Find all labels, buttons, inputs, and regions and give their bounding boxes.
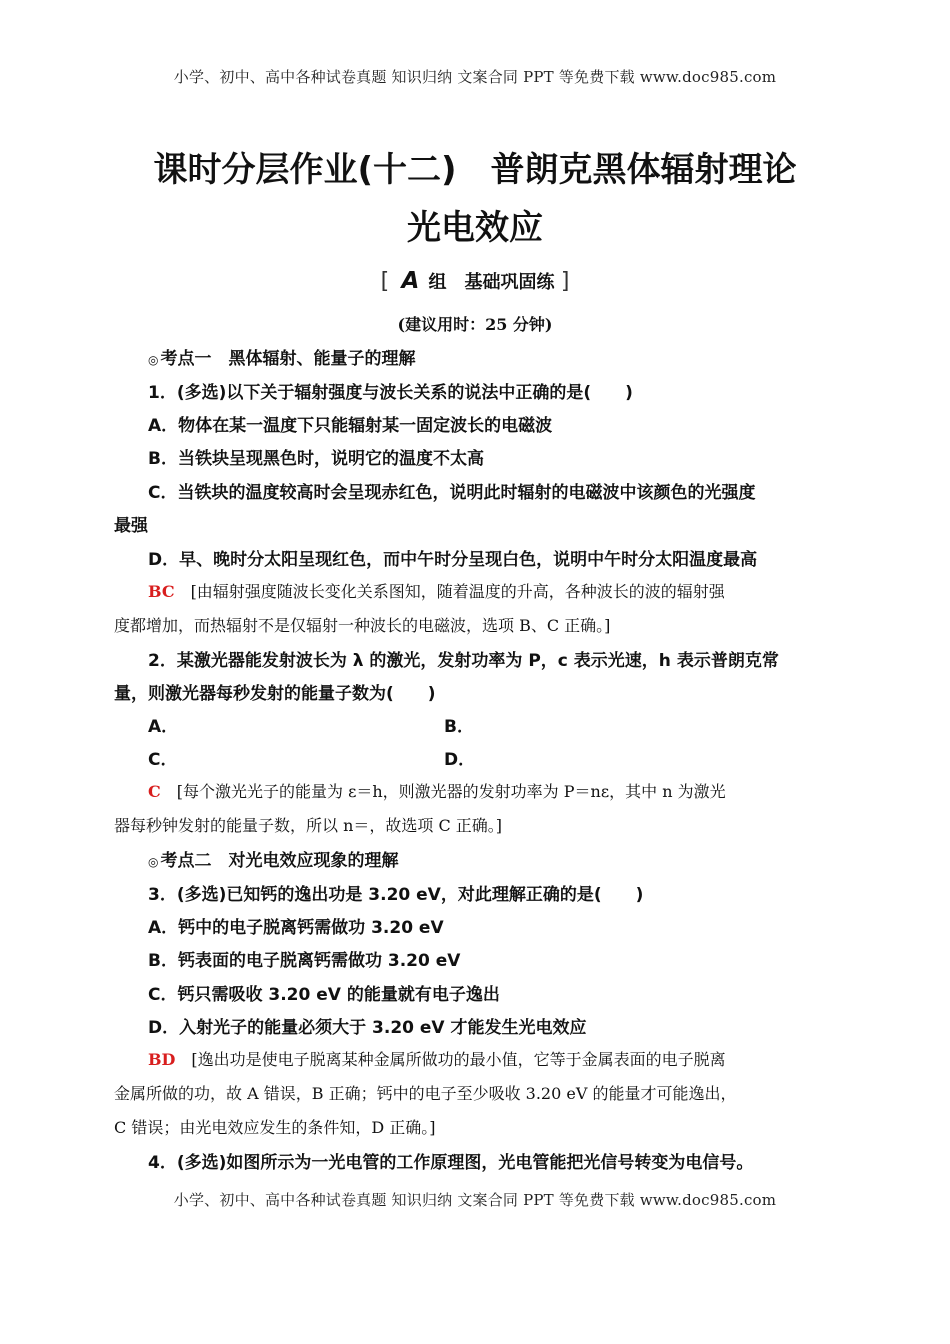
q1-explanation (148, 579, 725, 602)
group-title: 组 基础巩固练 (428, 272, 555, 293)
q1-explanation-cont: 度都增加，而热辐射不是仅辐射一种波长的电磁波，选项 B、C 正确。] (114, 616, 611, 635)
q2-explanation-cont: 器每秒钟发射的能量子数，所以 n＝，故选项 C 正确。] (114, 816, 503, 835)
q2-option-a: A． (148, 717, 179, 737)
page-title-line1: 课时分层作业(十二) 普朗克黑体辐射理论 (153, 150, 797, 190)
q1-option-d: D．早、晚时分太阳呈现红色，而中午时分呈现白色，说明中午时分太阳温度最高 (148, 550, 758, 570)
group-letter: A (401, 268, 420, 294)
section-heading-1 (148, 344, 415, 369)
q3-stem: 3．(多选)已知钙的逸出功是 3.20 eV，对此理解正确的是( ) (148, 885, 644, 905)
q3-explanation-cont: 金属所做的功，故 A 错误，B 正确；钙中的电子至少吸收 3.20 eV 的能量才可能逸出， (114, 1084, 737, 1103)
q2-stem-cont: 量，则激光器每秒发射的能量子数为( ) (114, 684, 436, 704)
q2-option-d: D． (444, 750, 476, 770)
q3-option-c: C．钙只需吸收 3.20 eV 的能量就有电子逸出 (148, 985, 500, 1005)
q1-option-b: B．当铁块呈现黑色时，说明它的温度不太高 (148, 449, 484, 469)
q1-stem: 1．(多选)以下关于辐射强度与波长关系的说法中正确的是( ) (148, 383, 633, 403)
q1-option-c-cont: 最强 (114, 516, 148, 536)
section-title: 考点二 对光电效应现象的理解 (160, 851, 399, 871)
section-marker-icon: ◎ (148, 855, 159, 869)
q1-explanation-text: [由辐射强度随波长变化关系图知，随着温度的升高，各种波长的波的辐射强 (174, 582, 725, 601)
q3-explanation-cont2: C 错误；由光电效应发生的条件知，D 正确。] (114, 1118, 436, 1137)
header-banner: 小学、初中、高中各种试卷真题 知识归纳 文案合同 PPT 等免费下载 www.doc985.com (173, 68, 777, 86)
q3-option-a: A．钙中的电子脱离钙需做功 3.20 eV (148, 918, 444, 938)
q2-stem: 2．某激光器能发射波长为 λ 的激光，发射功率为 P，c 表示光速，h 表示普朗克常 (148, 651, 779, 671)
q3-option-d: D．入射光子的能量必须大于 3.20 eV 才能发生光电效应 (148, 1018, 587, 1038)
suggested-time: (建议用时：25 分钟) (397, 315, 553, 334)
group-close-bracket: ] (560, 269, 570, 294)
q1-option-a: A．物体在某一温度下只能辐射某一固定波长的电磁波 (148, 416, 553, 436)
group-label (0, 268, 950, 294)
section-marker-icon: ◎ (148, 353, 159, 367)
q3-answer: BD (148, 1050, 176, 1069)
footer-banner: 小学、初中、高中各种试卷真题 知识归纳 文案合同 PPT 等免费下载 www.doc985.com (173, 1191, 777, 1209)
q4-stem: 4．(多选)如图所示为一光电管的工作原理图，光电管能把光信号转变为电信号。 (148, 1153, 754, 1173)
q1-option-c: C．当铁块的温度较高时会呈现赤红色，说明此时辐射的电磁波中该颜色的光强度 (148, 483, 756, 503)
q2-option-c: C． (148, 750, 178, 770)
q2-answer: C (148, 782, 161, 801)
q2-explanation-text: [每个激光光子的能量为 ε＝h，则激光器的发射功率为 P＝nε，其中 n 为激光 (160, 782, 726, 801)
page-title-line2: 光电效应 (407, 208, 543, 248)
group-open-bracket: [ (380, 269, 390, 294)
q3-explanation (148, 1047, 726, 1070)
section-heading-2 (148, 846, 398, 871)
q3-option-b: B．钙表面的电子脱离钙需做功 3.20 eV (148, 951, 461, 971)
q1-answer: BC (148, 582, 175, 601)
section-title: 考点一 黑体辐射、能量子的理解 (160, 349, 416, 369)
q3-explanation-text: [逸出功是使电子脱离某种金属所做功的最小值，它等于金属表面的电子脱离 (175, 1050, 726, 1069)
q2-explanation (148, 779, 726, 802)
q2-option-b: B． (444, 717, 474, 737)
